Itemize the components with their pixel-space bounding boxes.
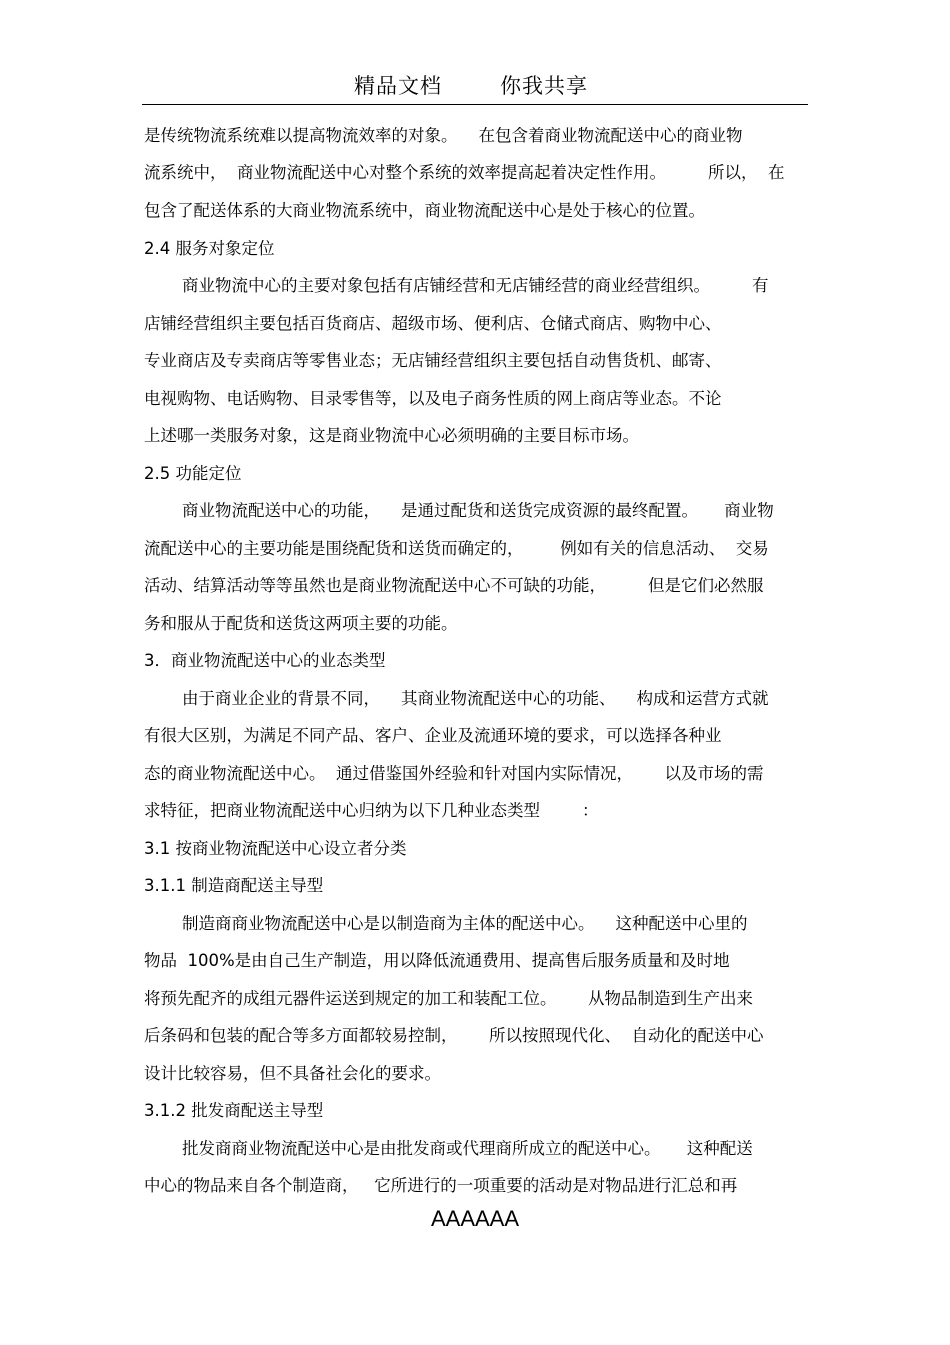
text-line: 专业商店及专卖商店等零售业态；无店铺经营组织主要包括自动售货机、邮寄、	[144, 351, 722, 370]
section-heading: 3.1 按商业物流配送中心设立者分类	[144, 839, 407, 858]
text-line: 有很大区别，为满足不同产品、客户、企业及流通环境的要求，可以选择各种业	[144, 726, 722, 745]
page-header	[142, 70, 808, 105]
text-line: 求特征，把商业物流配送中心归纳为以下几种业态类型 ：	[144, 801, 599, 820]
text-line: 由于商业企业的背景不同， 其商业物流配送中心的功能、 构成和运营方式就	[182, 689, 769, 708]
text-line: 将预先配齐的成组元器件运送到规定的加工和装配工位。 从物品制造到生产出来	[144, 989, 753, 1008]
section-heading: 3.1.1 制造商配送主导型	[144, 876, 324, 895]
text-line: 上述哪一类服务对象，这是商业物流中心必须明确的主要目标市场。	[144, 426, 639, 445]
header-left-text: 精品文档	[354, 74, 442, 98]
text-line: 务和服从于配货和送货这两项主要的功能。	[144, 614, 458, 633]
section-heading: 3.1.2 批发商配送主导型	[144, 1101, 324, 1120]
text-line: 店铺经营组织主要包括百货商店、超级市场、便利店、仓储式商店、购物中心、	[144, 314, 722, 333]
text-line: 流系统中， 商业物流配送中心对整个系统的效率提高起着决定性作用。 所以， 在	[144, 163, 785, 182]
page-footer: AAAAAA	[430, 1206, 520, 1231]
section-heading: 2.5 功能定位	[144, 464, 242, 483]
text-line: 后条码和包装的配合等多方面都较易控制， 所以按照现代化、 自动化的配送中心	[144, 1026, 764, 1045]
text-line: 是传统物流系统难以提高物流效率的对象。 在包含着商业物流配送中心的商业物	[144, 126, 743, 145]
text-line: 活动、结算活动等等虽然也是商业物流配送中心不可缺的功能， 但是它们必然服	[144, 576, 764, 595]
header-right-text: 你我共享	[500, 74, 588, 98]
text-line: 流配送中心的主要功能是围绕配货和送货而确定的， 例如有关的信息活动、 交易	[144, 539, 769, 558]
section-heading: 2.4 服务对象定位	[144, 239, 275, 258]
text-line: 批发商商业物流配送中心是由批发商或代理商所成立的配送中心。 这种配送	[182, 1139, 753, 1158]
section-heading: 3．商业物流配送中心的业态类型	[144, 651, 386, 670]
text-line: 商业物流配送中心的功能， 是通过配货和送货完成资源的最终配置。 商业物	[182, 501, 774, 520]
text-line: 态的商业物流配送中心。 通过借鉴国外经验和针对国内实际情况， 以及市场的需	[144, 764, 764, 783]
text-line: 商业物流中心的主要对象包括有店铺经营和无店铺经营的商业经营组织。 有	[182, 276, 769, 295]
text-line: 包含了配送体系的大商业物流系统中，商业物流配送中心是处于核心的位置。	[144, 201, 705, 220]
text-line: 电视购物、电话购物、目录零售等，以及电子商务性质的网上商店等业态。不论	[144, 389, 722, 408]
text-line: 设计比较容易，但不具备社会化的要求。	[144, 1064, 441, 1083]
text-line: 中心的物品来自各个制造商， 它所进行的一项重要的活动是对物品进行汇总和再	[144, 1176, 738, 1195]
text-line: 物品 100%是由自己生产制造，用以降低流通费用、提高售后服务质量和及时地	[144, 951, 730, 970]
text-line: 制造商商业物流配送中心是以制造商为主体的配送中心。 这种配送中心里的	[182, 914, 748, 933]
